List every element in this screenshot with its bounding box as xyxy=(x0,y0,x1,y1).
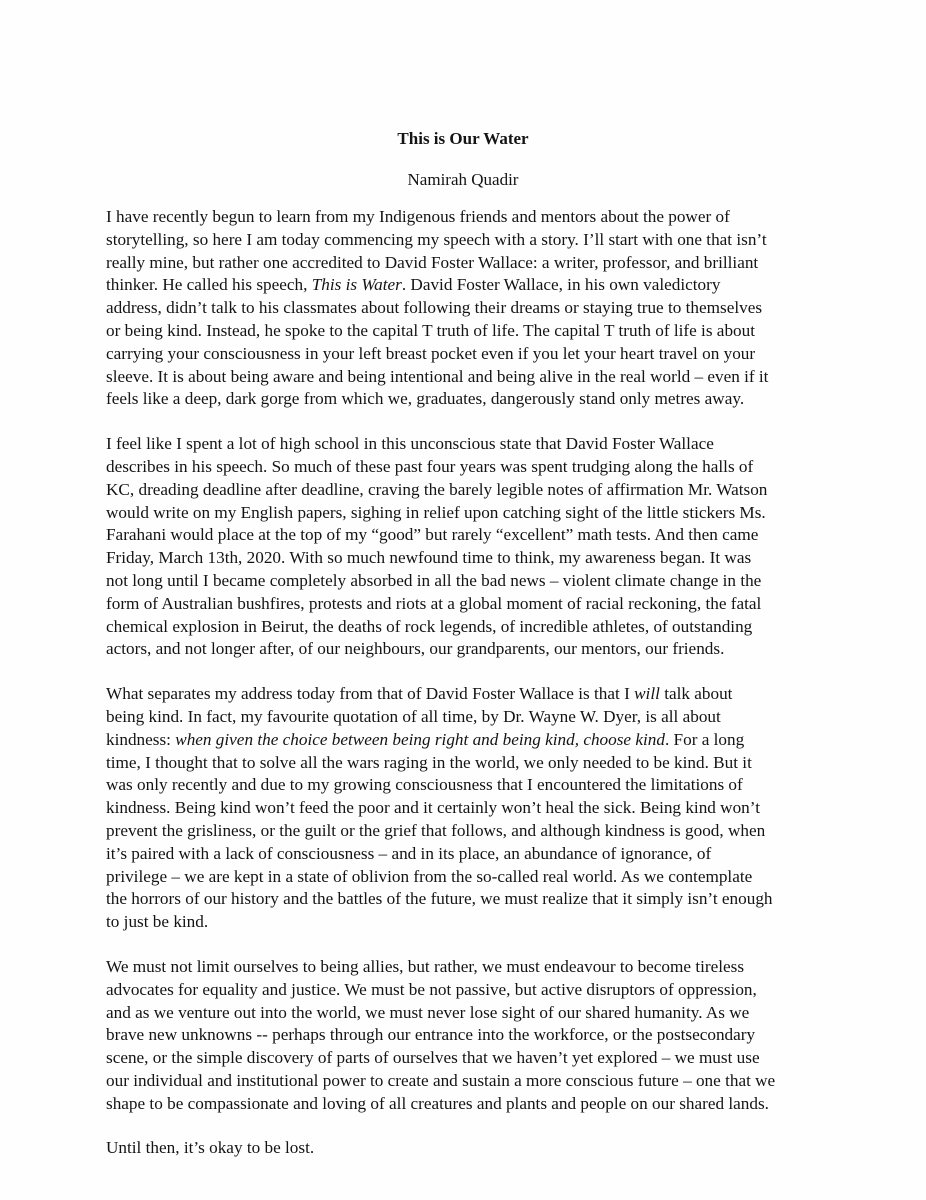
line-text: We must not limit ourselves to being allies, but rather, we must endeavour to become tireless xyxy=(106,956,745,976)
line-text: shape to be compassionate and loving of all creatures and plants and people on our shared lands. xyxy=(106,1093,769,1113)
text-line xyxy=(106,1093,826,1116)
line-text: privilege – we are kept in a state of oblivion from the so-called real world. As we contemplate xyxy=(106,866,753,886)
text-line xyxy=(106,274,826,297)
text-line xyxy=(106,1070,826,1093)
text-line xyxy=(106,456,826,479)
line-text: scene, or the simple discovery of parts of ourselves that we haven’t yet explored – we must use xyxy=(106,1048,760,1068)
text-line xyxy=(106,229,826,252)
line-text: form of Australian bushfires, protests and riots at a global moment of racial reckoning, the fatal xyxy=(106,593,762,613)
text-line xyxy=(106,433,826,456)
text-line xyxy=(106,866,826,889)
line-text: the horrors of our history and the battles of the future, we must realize that it simply isn’t enough xyxy=(106,889,773,909)
text-line xyxy=(106,638,826,661)
text-line xyxy=(106,888,826,911)
line-text-after: talk about xyxy=(659,684,733,704)
text-line xyxy=(106,979,826,1002)
line-text: chemical explosion in Beirut, the deaths of rock legends, of incredible athletes, of outstanding xyxy=(106,616,753,636)
text-line xyxy=(106,683,826,706)
line-text-after: . For a long xyxy=(664,729,745,749)
text-line xyxy=(106,524,826,547)
line-text: advocates for equality and justice. We must be not passive, but active disruptors of oppression, xyxy=(106,979,757,999)
line-text: describes in his speech. So much of these past four years was spent trudging along the halls of xyxy=(106,456,754,476)
line-text-after: . David Foster Wallace, in his own valedictory xyxy=(401,275,721,295)
text-line xyxy=(106,820,826,843)
line-text: I feel like I spent a lot of high school in this unconscious state that David Foster Wallace xyxy=(106,434,714,454)
text-line xyxy=(106,366,826,389)
line-text: time, I thought that to solve all the wars raging in the world, we only needed to be kind. But it xyxy=(106,752,752,772)
text-line xyxy=(106,547,826,570)
line-text: KC, dreading deadline after deadline, craving the barely legible notes of affirmation Mr. Watson xyxy=(106,479,768,499)
line-text: carrying your consciousness in your left breast pocket even if you let your heart travel on your xyxy=(106,343,756,363)
line-text: or being kind. Instead, he spoke to the capital T truth of life. The capital T truth of life is about xyxy=(106,320,755,340)
document-author: Namirah Quadir xyxy=(407,170,519,189)
text-line xyxy=(106,843,826,866)
line-text: not long until I became completely absorbed in all the bad news – violent climate change in the xyxy=(106,570,762,590)
text-line xyxy=(106,752,826,775)
paragraph xyxy=(106,206,826,411)
line-text: thinker. He called his speech, xyxy=(106,275,312,295)
text-line xyxy=(106,729,826,752)
text-line xyxy=(106,252,826,275)
text-line xyxy=(106,911,826,934)
italic-emphasis: will xyxy=(634,684,660,704)
text-line xyxy=(106,1024,826,1047)
text-line xyxy=(106,706,826,729)
paragraph xyxy=(106,956,826,1116)
text-line xyxy=(106,570,826,593)
document-body xyxy=(106,206,826,1182)
text-line xyxy=(106,343,826,366)
text-line xyxy=(106,797,826,820)
line-text: kindness: xyxy=(106,729,176,749)
line-text: and as we venture out into the world, we must never lose sight of our shared humanity. As we xyxy=(106,1002,750,1022)
line-text: feels like a deep, dark gorge from which we, graduates, dangerously stand only metres away. xyxy=(106,389,745,409)
line-text: was only recently and due to my growing consciousness that I encountered the limitations of xyxy=(106,775,743,795)
line-text: to just be kind. xyxy=(106,912,209,932)
document-title: This is Our Water xyxy=(397,129,529,148)
text-line xyxy=(106,320,826,343)
line-text: address, didn’t talk to his classmates about following their dreams or staying true to themselves xyxy=(106,298,763,318)
text-line xyxy=(106,206,826,229)
line-text: What separates my address today from that of David Foster Wallace is that I xyxy=(106,684,635,704)
line-text: Friday, March 13th, 2020. With so much newfound time to think, my awareness began. It was xyxy=(106,548,752,568)
text-line xyxy=(106,956,826,979)
paragraph xyxy=(106,1137,826,1160)
text-line xyxy=(106,479,826,502)
italic-emphasis: when given the choice between being right and being kind, choose kind xyxy=(175,729,665,749)
line-text: Farahani would place at the top of my “good” but rarely “excellent” math tests. And then came xyxy=(106,525,759,545)
line-text: brave new unknowns -- perhaps through our entrance into the workforce, or the postsecondary xyxy=(106,1025,756,1045)
line-text: our individual and institutional power to create and sustain a more conscious future – one that we xyxy=(106,1070,776,1090)
line-text: actors, and not longer after, of our neighbours, our grandparents, our mentors, our friends. xyxy=(106,639,725,659)
line-text: I have recently begun to learn from my Indigenous friends and mentors about the power of xyxy=(106,207,730,226)
text-line xyxy=(106,774,826,797)
italic-emphasis: This is Water xyxy=(311,275,402,295)
paragraph xyxy=(106,433,826,661)
text-line xyxy=(106,297,826,320)
line-text: being kind. In fact, my favourite quotation of all time, by Dr. Wayne W. Dyer, is all about xyxy=(106,706,721,726)
text-line xyxy=(106,616,826,639)
text-line xyxy=(106,1047,826,1070)
text-line xyxy=(106,1002,826,1025)
line-text: would write on my English papers, sighing in relief upon catching sight of the little stickers Ms. xyxy=(106,502,766,522)
text-line xyxy=(106,593,826,616)
line-text: Until then, it’s okay to be lost. xyxy=(106,1138,315,1158)
line-text: sleeve. It is about being aware and being intentional and being alive in the real world – even if it xyxy=(106,366,769,386)
line-text: prevent the grisliness, or the guilt or the grief that follows, and although kindness is good, when xyxy=(106,820,766,840)
text-line xyxy=(106,502,826,525)
line-text: kindness. Being kind won’t feed the poor and it certainly won’t heal the sick. Being kind won’t xyxy=(106,798,760,818)
paragraph xyxy=(106,683,826,934)
text-line xyxy=(106,388,826,411)
line-text: storytelling, so here I am today commencing my speech with a story. I’ll start with one that isn’t xyxy=(106,229,767,249)
text-line xyxy=(106,1137,826,1160)
line-text: really mine, but rather one accredited to David Foster Wallace: a writer, professor, and brilliant xyxy=(106,252,759,272)
line-text: it’s paired with a lack of consciousness – and in its place, an abundance of ignorance, of xyxy=(106,843,712,863)
